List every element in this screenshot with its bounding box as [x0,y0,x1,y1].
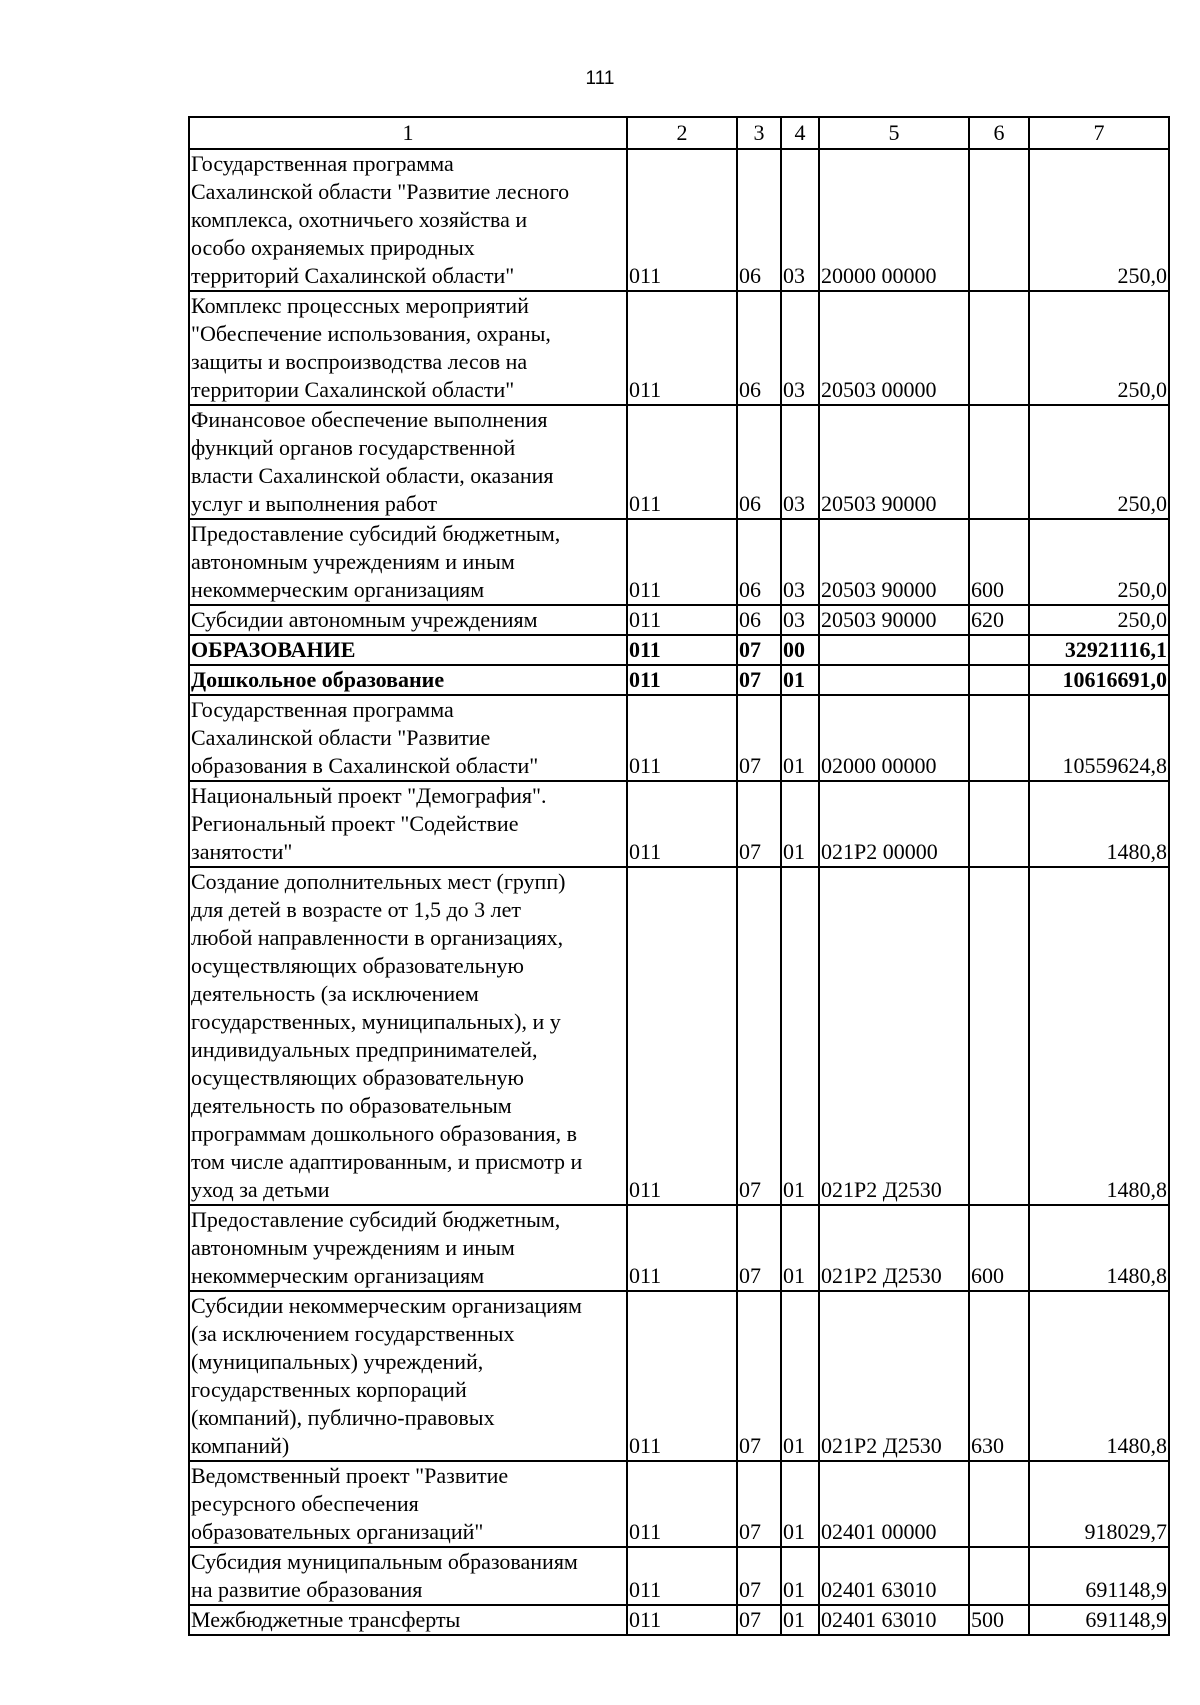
section-code-cell: 07 [737,1205,781,1291]
row-name-cell: Дошкольное образование [189,665,627,695]
section-code-cell: 06 [737,149,781,291]
amount-cell: 250,0 [1029,605,1169,635]
ministry-code-cell: 011 [627,605,737,635]
table-row [189,635,1169,665]
ministry-code-cell: 011 [627,1461,737,1547]
section-code-cell: 06 [737,291,781,405]
expense-type-cell: 620 [969,605,1029,635]
subsection-code-cell: 01 [781,1605,819,1635]
subsection-code-cell: 03 [781,605,819,635]
expense-type-cell [969,1461,1029,1547]
subsection-code-cell: 03 [781,405,819,519]
expense-type-cell [969,1547,1029,1605]
subsection-code-cell: 03 [781,291,819,405]
ministry-code-cell: 011 [627,665,737,695]
ministry-code-cell: 011 [627,405,737,519]
section-code-cell: 06 [737,605,781,635]
table-row [189,405,1169,519]
amount-cell: 918029,7 [1029,1461,1169,1547]
subsection-code-cell: 00 [781,635,819,665]
section-code-cell: 07 [737,1547,781,1605]
table-row [189,1291,1169,1461]
row-name-cell: Субсидии автономным учреждениям [189,605,627,635]
target-article-cell: 02401 63010 [819,1605,969,1635]
expense-type-cell [969,665,1029,695]
row-name-cell: Предоставление субсидий бюджетным, автономным учреждениям и иным некоммерческим организациям [189,519,627,605]
ministry-code-cell: 011 [627,635,737,665]
column-header: 1 [189,117,627,149]
amount-cell: 250,0 [1029,405,1169,519]
amount-cell: 1480,8 [1029,1205,1169,1291]
amount-cell: 250,0 [1029,291,1169,405]
ministry-code-cell: 011 [627,781,737,867]
row-name-cell: Государственная программа Сахалинской области "Развитие образования в Сахалинской области" [189,695,627,781]
table-row [189,695,1169,781]
amount-cell: 10559624,8 [1029,695,1169,781]
amount-cell: 250,0 [1029,519,1169,605]
subsection-code-cell: 01 [781,1461,819,1547]
ministry-code-cell: 011 [627,867,737,1205]
row-name-cell: Создание дополнительных мест (групп) для детей в возрасте от 1,5 до 3 лет любой направленности в организациях, осуществляющих образовательную деятельность (за исключением государственных, муниципальных), и у индивидуальных предпринимателей, осуществляющих образовательную деятельность по образовательным программам дошкольного образования, в том числе адаптированным, и присмотр и уход за детьми [189,867,627,1205]
table-row [189,605,1169,635]
amount-cell: 691148,9 [1029,1605,1169,1635]
target-article-cell: 20503 90000 [819,519,969,605]
column-number-row [189,117,1169,149]
amount-cell: 691148,9 [1029,1547,1169,1605]
column-header: 5 [819,117,969,149]
row-name-cell: Национальный проект "Демография". Региональный проект "Содействие занятости" [189,781,627,867]
expense-type-cell [969,781,1029,867]
target-article-cell: 02401 00000 [819,1461,969,1547]
subsection-code-cell: 01 [781,1205,819,1291]
amount-cell: 1480,8 [1029,867,1169,1205]
target-article-cell: 021Р2 Д2530 [819,1291,969,1461]
ministry-code-cell: 011 [627,519,737,605]
target-article-cell: 20503 00000 [819,291,969,405]
subsection-code-cell: 01 [781,1291,819,1461]
expense-type-cell: 600 [969,519,1029,605]
section-code-cell: 07 [737,1461,781,1547]
table-row [189,519,1169,605]
table-row [189,781,1169,867]
expense-type-cell [969,149,1029,291]
target-article-cell: 021Р2 Д2530 [819,867,969,1205]
section-code-cell: 06 [737,405,781,519]
table-row [189,1547,1169,1605]
subsection-code-cell: 01 [781,695,819,781]
section-code-cell: 07 [737,1291,781,1461]
section-code-cell: 07 [737,665,781,695]
table-row [189,1461,1169,1547]
amount-cell: 32921116,1 [1029,635,1169,665]
subsection-code-cell: 03 [781,519,819,605]
expense-type-cell [969,291,1029,405]
row-name-cell: Субсидии некоммерческим организациям (за исключением государственных (муниципальных) учреждений, государственных корпораций (компаний), публично-правовых компаний) [189,1291,627,1461]
row-name-cell: Государственная программа Сахалинской области "Развитие лесного комплекса, охотничьего хозяйства и особо охраняемых природных территорий Сахалинской области" [189,149,627,291]
row-name-cell: Финансовое обеспечение выполнения функций органов государственной власти Сахалинской области, оказания услуг и выполнения работ [189,405,627,519]
page-number: 111 [585,68,615,89]
column-header: 6 [969,117,1029,149]
section-code-cell: 07 [737,635,781,665]
target-article-cell [819,665,969,695]
target-article-cell: 02000 00000 [819,695,969,781]
amount-cell: 1480,8 [1029,781,1169,867]
expense-type-cell [969,405,1029,519]
column-header: 2 [627,117,737,149]
subsection-code-cell: 01 [781,867,819,1205]
subsection-code-cell: 03 [781,149,819,291]
row-name-cell: Ведомственный проект "Развитие ресурсного обеспечения образовательных организаций" [189,1461,627,1547]
section-code-cell: 06 [737,519,781,605]
expense-type-cell [969,635,1029,665]
ministry-code-cell: 011 [627,1605,737,1635]
table-row [189,149,1169,291]
column-header: 7 [1029,117,1169,149]
column-header: 4 [781,117,819,149]
section-code-cell: 07 [737,695,781,781]
row-name-cell: ОБРАЗОВАНИЕ [189,635,627,665]
row-name-cell: Субсидия муниципальным образованиям на развитие образования [189,1547,627,1605]
expense-type-cell [969,867,1029,1205]
table-row [189,665,1169,695]
target-article-cell: 021Р2 Д2530 [819,1205,969,1291]
target-article-cell: 02401 63010 [819,1547,969,1605]
target-article-cell: 20503 90000 [819,605,969,635]
ministry-code-cell: 011 [627,695,737,781]
row-name-cell: Комплекс процессных мероприятий "Обеспечение использования, охраны, защиты и воспроизводства лесов на территории Сахалинской области" [189,291,627,405]
target-article-cell: 20503 90000 [819,405,969,519]
subsection-code-cell: 01 [781,781,819,867]
section-code-cell: 07 [737,867,781,1205]
ministry-code-cell: 011 [627,1205,737,1291]
budget-table-body [189,149,1169,1635]
section-code-cell: 07 [737,1605,781,1635]
table-row [189,291,1169,405]
expense-type-cell [969,695,1029,781]
amount-cell: 250,0 [1029,149,1169,291]
section-code-cell: 07 [737,781,781,867]
subsection-code-cell: 01 [781,1547,819,1605]
target-article-cell: 021Р2 00000 [819,781,969,867]
table-row [189,1605,1169,1635]
table-row [189,1205,1169,1291]
row-name-cell: Межбюджетные трансферты [189,1605,627,1635]
ministry-code-cell: 011 [627,1291,737,1461]
table-row [189,867,1169,1205]
expense-type-cell: 500 [969,1605,1029,1635]
ministry-code-cell: 011 [627,149,737,291]
target-article-cell [819,635,969,665]
expense-type-cell: 630 [969,1291,1029,1461]
column-header: 3 [737,117,781,149]
ministry-code-cell: 011 [627,291,737,405]
row-name-cell: Предоставление субсидий бюджетным, автономным учреждениям и иным некоммерческим организациям [189,1205,627,1291]
ministry-code-cell: 011 [627,1547,737,1605]
subsection-code-cell: 01 [781,665,819,695]
budget-table [188,116,1170,1636]
target-article-cell: 20000 00000 [819,149,969,291]
expense-type-cell: 600 [969,1205,1029,1291]
amount-cell: 1480,8 [1029,1291,1169,1461]
amount-cell: 10616691,0 [1029,665,1169,695]
